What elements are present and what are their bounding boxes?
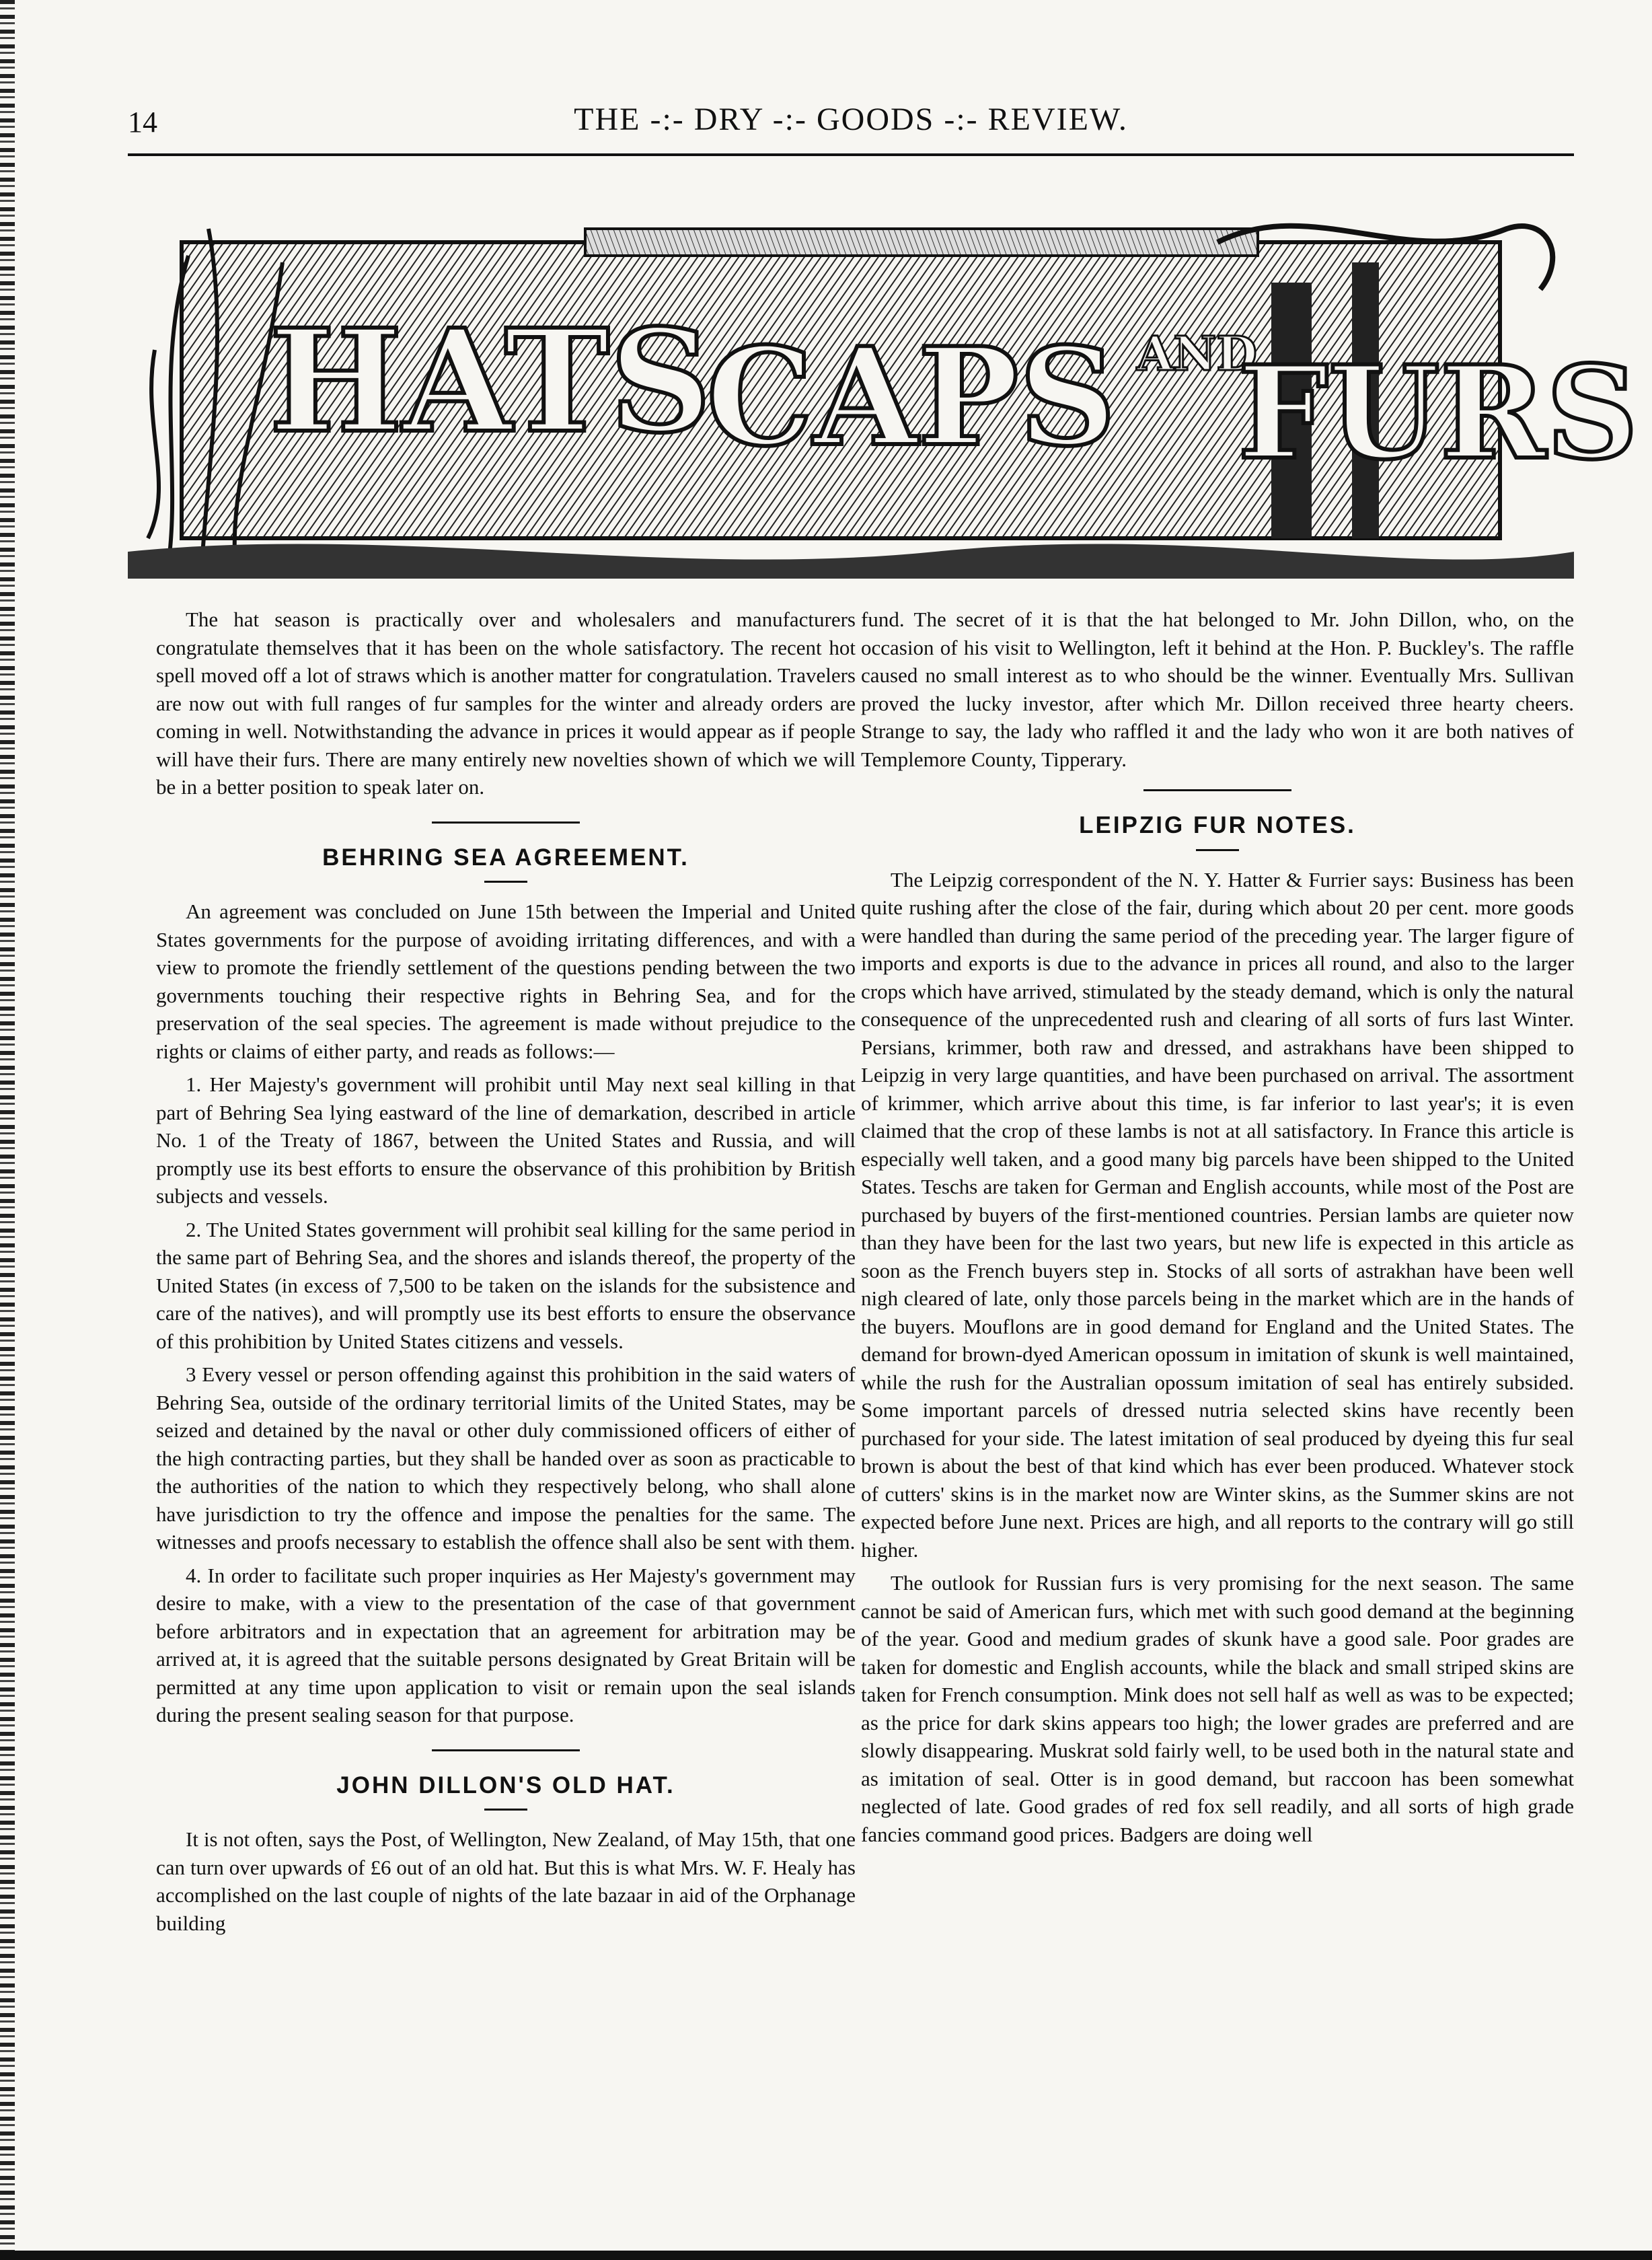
behring-paragraph-1: An agreement was concluded on June 15th between the Imperial and United States governments for the purpose of avoiding irritating differences, and with a view to promote the friendly settlement of the questions pending between the two governments touching their respective rights in Behring Sea, and for the preservation of the seal species. The agreement is made without prejudice to the rights or claims of either party, and reads as follows:— bbox=[156, 900, 856, 1063]
behring-paragraph-4: 3 Every vessel or person offending against this prohibition in the said waters of Behring Sea, outside of the ordinary territorial limits of the United States, may be seized and detained by the naval or other duly commissioned officers of either of the high contracting parties, but they shall be handed over as soon as practicable to the authorities of the nation to which they respectively belong, who shall alone have jurisdiction to try the offence and impose the penalties for the same. The witnesses and proofs necessary to establish the offence shall also be sent with them. bbox=[156, 1362, 856, 1554]
section-divider bbox=[432, 822, 580, 824]
behring-paragraph-2: 1. Her Majesty's government will prohibit until May next seal killing in that part of Behring Sea lying eastward of the line of demarkation, described in article No. 1 of the Treaty of 1867, between the United States and Russia, and will promptly use its best efforts to ensure the observance of this prohibition by British subjects and vessels. bbox=[156, 1072, 856, 1208]
leipzig-paragraph-2: The outlook for Russian furs is very promising for the next season. The same cannot be said of American furs, which met with such good demand at the beginning of the year. Good and medium grades of skunk have a good sale. Poor grades are taken for domestic and English accounts, while the black and small striped skins are taken for French consumption. Mink does not sell half as well as was to be expected; as the price for dark skins appears too high; the lower grades are preferred and are slowly disappearing. Muskrat sold fairly well, to be used both in the natural state and as imitation of seal. Otter is in good demand, but raccoon has been somewhat neglected of late. Good grades of red fox sell readily, and all sorts of high grade fancies command good prices. Badgers are doing well bbox=[861, 1571, 1574, 1846]
leipzig-fur-heading: LEIPZIG FUR NOTES. bbox=[1079, 812, 1356, 838]
section-divider bbox=[1143, 789, 1291, 791]
john-dillon-continued: fund. The secret of it is that the hat belonged to Mr. John Dillon, who, on the occasion of his visit to Wellington, left it behind at the Hon. P. Buckley's. The raffle caused no small interest as to who should be the winner. Eventually Mrs. Sullivan proved the lucky investor, after which Mr. Dillon received three hearty cheers. Strange to say, the lady who raffled it and the lady who won it are both natives of Templemore County, Tipperary. bbox=[861, 608, 1574, 771]
banner-illustration bbox=[128, 202, 1639, 579]
john-dillon-paragraph: It is not often, says the Post, of Wellington, New Zealand, of May 15th, that one can turn over upwards of £6 out of an old hat. But this is what Mrs. W. F. Healy has accomplished on the last couple of nights of the late bazaar in aid of the Orphanage building bbox=[156, 1827, 856, 1935]
masthead bbox=[128, 101, 1574, 148]
leipzig-paragraph-1: The Leipzig correspondent of the N. Y. Hatter & Furrier says: Business has been quite rushing after the close of the fair, during which about 20 per cent. more goods were handled than during the same period of the preceding year. The larger figure of imports and exports is due to the advance in prices all round, and also to the larger crops which have arrived, stimulated by the steady demand, which is only the natural consequence of the unprecedented rush and clearing of all sorts of furs last Winter. Persians, krimmer, both raw and dressed, and astrakhans have been shipped to Leipzig in very large quantities, and have been purchased on arrival. The assortment of krimmer, which arrive about this time, is far inferior to last year's; it is even claimed that the crop of these lambs is not at all satisfactory. In France this article is especially well taken, and a good many big parcels have been shipped to the United States. Teschs are taken for German and English accounts, while most of the Post are purchased by buyers of the first-mentioned countries. Persian lambs are quieter now than they have been for the last two years, but new life is expected in this article as soon as the French buyers step in. Stocks of all sorts of astrakhan have been well nigh cleared of late, only those parcels being in the market which are in the hands of the buyers. Mouflons are in good demand for England and the United States. The demand for brown-dyed American opossum in imitation of skunk is well maintained, while the rush for the Australian opossum imitation of seal has entirely subsided. Some important parcels of dressed nutria selected skins have recently been purchased for your side. The latest imitation of seal produced by dyeing this fur seal brown is about the best of that kind which has ever been produced. Whatever stock of cutters' skins is in the market now are Winter skins, as the Summer skins are not expected before June next. Prices are high, and all reports to the contrary will go still higher. bbox=[861, 867, 1574, 1562]
masthead-rule bbox=[128, 153, 1574, 156]
right-column bbox=[861, 606, 1574, 1848]
page-binding-edge bbox=[0, 0, 15, 2260]
john-dillon-heading: JOHN DILLON'S OLD HAT. bbox=[336, 1772, 675, 1798]
heading-dash bbox=[1196, 849, 1239, 851]
heading-dash bbox=[484, 1809, 527, 1811]
banner-word-hats: HATS bbox=[269, 298, 712, 464]
banner-word-caps: CAPS bbox=[706, 318, 1117, 476]
heading-dash bbox=[484, 881, 527, 883]
section-divider bbox=[432, 1749, 580, 1751]
page-number: 14 bbox=[128, 106, 157, 139]
behring-paragraph-3: 2. The United States government will prohibit seal killing for the same period in the same part of Behring Sea, and the shores and islands thereof, the property of the United States (in excess of 7,500 to be taken on the islands for the subsistence and care of the natives), and will promptly use its best efforts to ensure the observance of this prohibition by United States citizens and vessels. bbox=[156, 1217, 856, 1353]
banner-word-furs: FURS bbox=[1238, 338, 1639, 488]
banner-word-and: AND bbox=[1137, 326, 1257, 381]
hat-season-paragraph: The hat season is practically over and wholesalers and manufacturers congratulate themselves that it has been on the whole satisfactory. The recent hot spell moved off a lot of straws which is another matter for congratulation. Travelers are now out with full ranges of fur samples for the winter and already orders are coming in well. Notwithstanding the advance in prices it would appear as if people will have their furs. There are many entirely new novelties shown of which we will be in a better position to speak later on. bbox=[156, 608, 856, 799]
behring-paragraph-5: 4. In order to facilitate such proper inquiries as Her Majesty's government may desire to make, with a view to the presentation of the case of that government before arbitrators and in expectation that an agreement for arbitration may be arrived at, it is agreed that the suitable persons designated by Great Britain will be permitted at any time upon application to visit or remain upon the seal islands during the present sealing season for that purpose. bbox=[156, 1563, 856, 1726]
hats-caps-furs-banner bbox=[128, 202, 1639, 579]
page-bottom-rule bbox=[0, 2251, 1652, 2260]
behring-sea-heading: BEHRING SEA AGREEMENT. bbox=[322, 844, 689, 871]
publication-title: THE -:- DRY -:- GOODS -:- REVIEW. bbox=[574, 102, 1128, 137]
left-column bbox=[156, 606, 856, 1937]
